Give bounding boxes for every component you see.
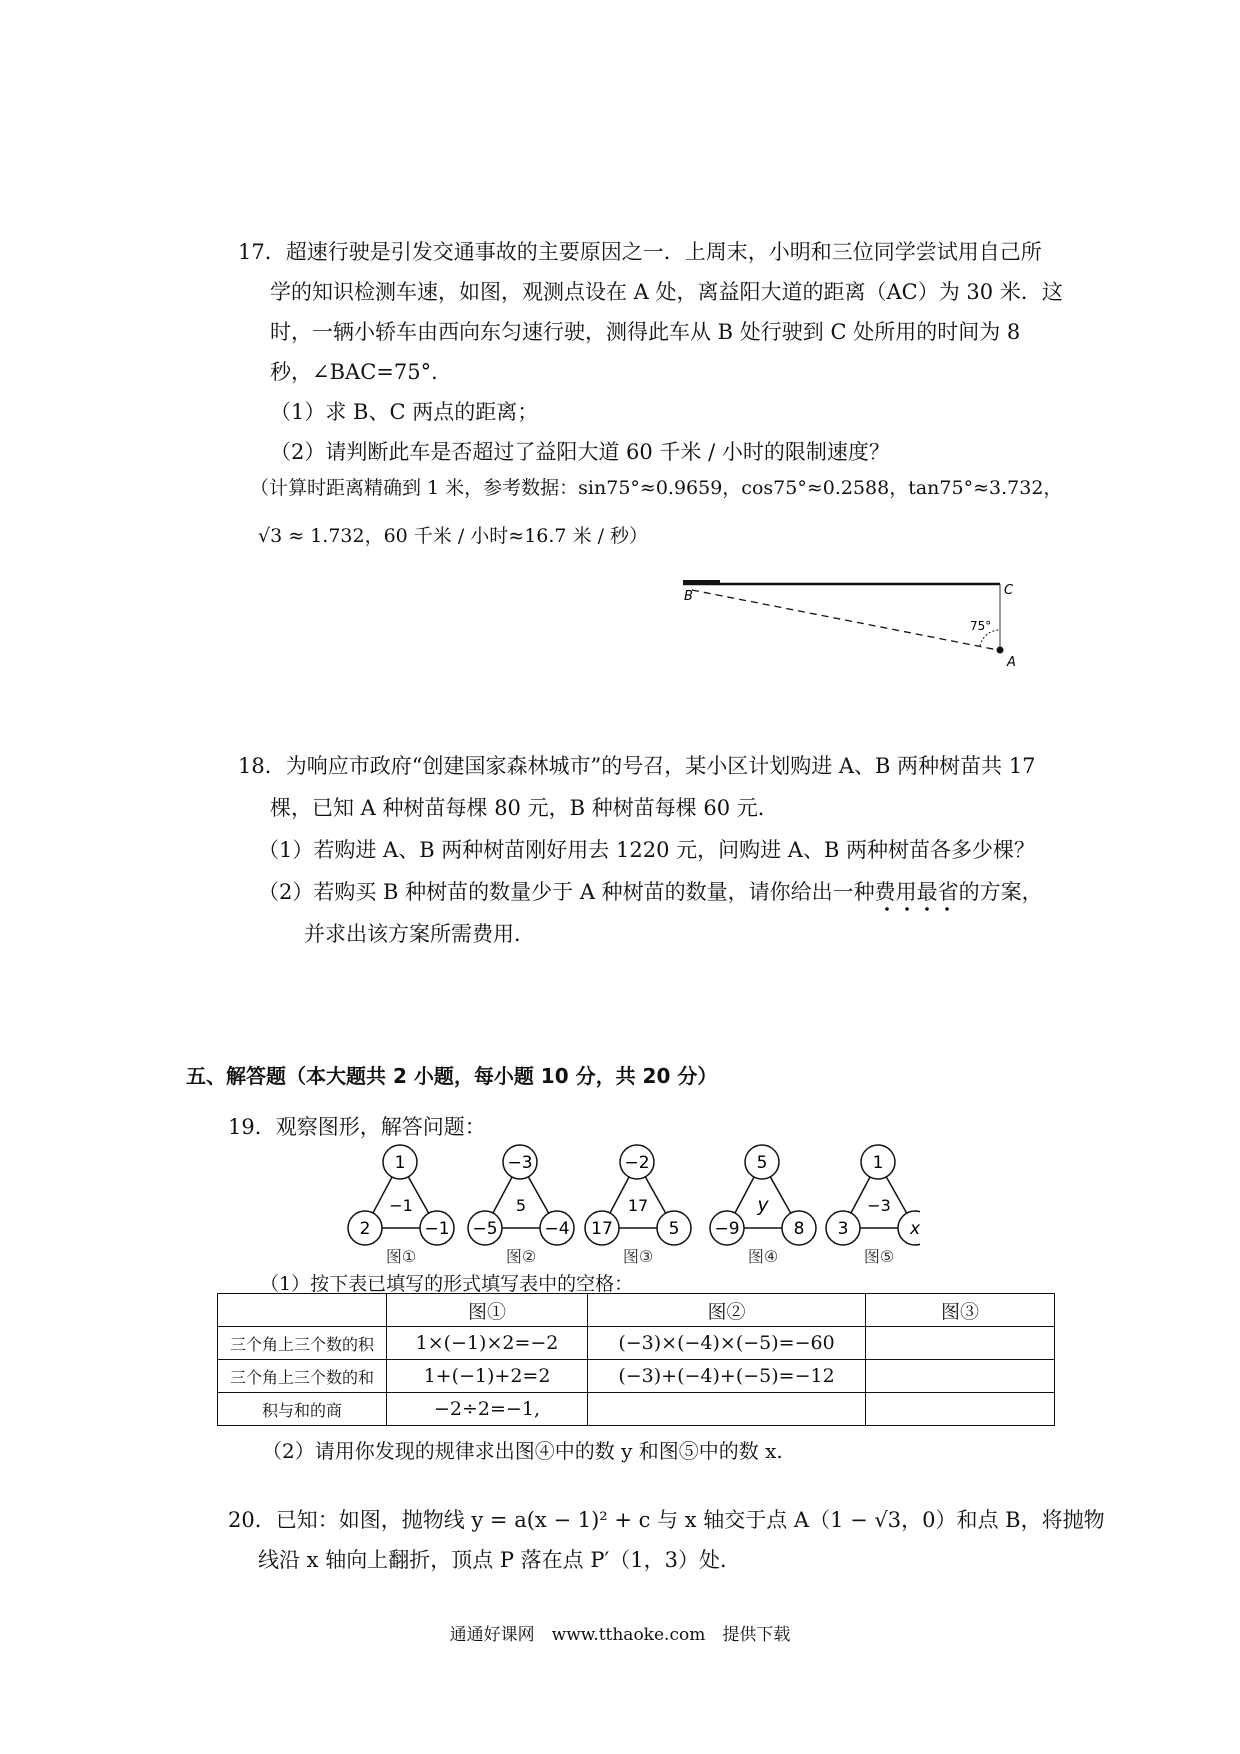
- q19-table: [217, 1293, 1055, 1426]
- q17-line-4: 秒，∠BAC=75°．: [270, 360, 453, 384]
- point-c-label: C: [1004, 583, 1014, 598]
- table-cell: [866, 1360, 1055, 1393]
- vertex-number: 3: [837, 1219, 849, 1239]
- q18-part-2-cont: 并求出该方案所需费用．: [304, 922, 535, 946]
- emphasis-dots: 费用最省: [874, 880, 959, 904]
- q18-part-2: [258, 878, 1043, 906]
- triangle-side: [645, 1177, 665, 1213]
- vertex-number: 8: [793, 1219, 805, 1239]
- vertex-number: −1: [424, 1219, 450, 1239]
- figure-caption: 图②: [505, 1247, 537, 1265]
- q20-line-1: 20．已知：如图，抛物线 y = a(x − 1)² + c 与 x 轴交于点 A（1 − √3，0）和点 B，将抛物: [228, 1508, 1105, 1532]
- table-header: 图②: [588, 1294, 866, 1327]
- point-b-label: B: [684, 589, 693, 604]
- vertex-number: −5: [472, 1219, 498, 1239]
- q19-intro: 19．观察图形，解答问题：: [228, 1115, 486, 1139]
- vertex-number: 1: [394, 1153, 406, 1173]
- triangle-side: [735, 1177, 754, 1213]
- row-label: 三个角上三个数的和: [218, 1360, 387, 1393]
- table-cell: (−3)×(−4)×(−5)=−60: [588, 1327, 866, 1360]
- figure-caption: 图③: [622, 1247, 654, 1265]
- q18-line-1: 18．为响应市政府“创建国家森林城市”的号召，某小区计划购进 A、B 两种树苗共 17: [238, 754, 1036, 778]
- table-cell: [218, 1294, 387, 1327]
- center-number: −1: [389, 1196, 413, 1215]
- triangle-figure: [585, 1145, 691, 1265]
- q17-line-3: 时，一辆小轿车由西向东匀速行驶，测得此车从 B 处行驶到 C 处所用的时间为 8: [270, 320, 1021, 344]
- q18-part-2-text: （2）若购买 B 种树苗的数量少于 A 种树苗的数量，请你给出一种: [258, 880, 875, 904]
- table-cell: [866, 1393, 1055, 1426]
- q18-part-1: （1）若购进 A、B 两种树苗刚好用去 1220 元，问购进 A、B 两种树苗各多少棵？: [258, 838, 1036, 862]
- vertex-number: x: [909, 1219, 920, 1239]
- point-a-label: A: [1007, 655, 1016, 670]
- q17-reference-data: （计算时距离精确到 1 米，参考数据：sin75°≈0.9659，cos75°≈0.2588，tan75°≈3.732，: [250, 477, 1063, 499]
- table-row: [218, 1393, 1055, 1426]
- figure-caption: 图①: [385, 1247, 417, 1265]
- center-number: 17: [627, 1196, 649, 1215]
- table-header: 图①: [387, 1294, 588, 1327]
- center-number: y: [757, 1194, 769, 1216]
- row-label: 三个角上三个数的积: [218, 1327, 387, 1360]
- table-cell: (−3)+(−4)+(−5)=−12: [588, 1360, 866, 1393]
- table-cell: 1+(−1)+2=2: [387, 1360, 588, 1393]
- angle-label: 75°: [970, 619, 992, 633]
- q17-line-2: 学的知识检测车速，如图，观测点设在 A 处，离益阳大道的距离（AC）为 30 米．这: [270, 280, 1063, 304]
- q18-part-2-tail: 的方案，: [958, 880, 1043, 904]
- q17-reference-data-2: √3 ≈ 1.732，60 千米 / 小时≈16.7 米 / 秒）: [258, 525, 649, 547]
- q17-part-1: （1）求 B、C 两点的距离；: [270, 400, 539, 424]
- figure-caption: 图④: [747, 1247, 779, 1265]
- vertex-number: −9: [714, 1219, 740, 1239]
- q19-part-1: （1）按下表已填写的形式填写表中的空格：: [260, 1273, 634, 1295]
- vertex-number: 17: [591, 1219, 613, 1239]
- triangle-side: [528, 1177, 548, 1213]
- figure-caption: 图⑤: [863, 1247, 895, 1265]
- q20-line-2: 线沿 x 轴向上翻折，顶点 P 落在点 P′（1，3）处．: [258, 1548, 741, 1572]
- vertex-number: 5: [756, 1153, 768, 1173]
- triangle-side: [610, 1177, 629, 1213]
- footer: 通通好课网 www.tthaoke.com 提供下载: [449, 1625, 791, 1645]
- q17-figure: [680, 570, 1040, 670]
- triangle-side: [493, 1177, 512, 1213]
- q17-part-2: （2）请判断此车是否超过了益阳大道 60 千米 / 小时的限制速度？: [270, 440, 890, 464]
- q19-part-2: （2）请用你发现的规律求出图④中的数 y 和图⑤中的数 x.: [262, 1439, 783, 1463]
- vertex-number: −3: [507, 1153, 533, 1173]
- vertex-number: −2: [624, 1153, 650, 1173]
- table-header-row: [218, 1294, 1055, 1327]
- triangle-side: [770, 1177, 790, 1213]
- vertex-number: −4: [544, 1219, 570, 1239]
- center-number: 5: [515, 1196, 527, 1215]
- table-cell: [866, 1327, 1055, 1360]
- row-label: 积与和的商: [218, 1393, 387, 1426]
- triangle-figure: [826, 1145, 920, 1265]
- table-row: [218, 1360, 1055, 1393]
- table-cell: −2÷2=−1,: [387, 1393, 588, 1426]
- triangle-figure: [468, 1145, 574, 1265]
- vertex-number: 5: [668, 1219, 680, 1239]
- q19-figures: [340, 1140, 920, 1265]
- triangle-figure: [348, 1145, 454, 1265]
- q17-line-1: 17．超速行驶是引发交通事故的主要原因之一．上周末，小明和三位同学尝试用自己所: [238, 240, 1042, 264]
- section-heading: 五、解答题（本大题共 2 小题，每小题 10 分，共 20 分）: [186, 1064, 718, 1088]
- table-header: 图③: [866, 1294, 1055, 1327]
- table-row: [218, 1327, 1055, 1360]
- table-cell: 1×(−1)×2=−2: [387, 1327, 588, 1360]
- vertex-number: 2: [359, 1219, 371, 1239]
- center-number: −3: [867, 1196, 891, 1215]
- q18-line-2: 棵，已知 A 种树苗每棵 80 元，B 种树苗每棵 60 元．: [270, 796, 779, 820]
- vertex-number: 1: [872, 1153, 884, 1173]
- table-cell: [588, 1393, 866, 1426]
- triangle-figure: [710, 1145, 816, 1265]
